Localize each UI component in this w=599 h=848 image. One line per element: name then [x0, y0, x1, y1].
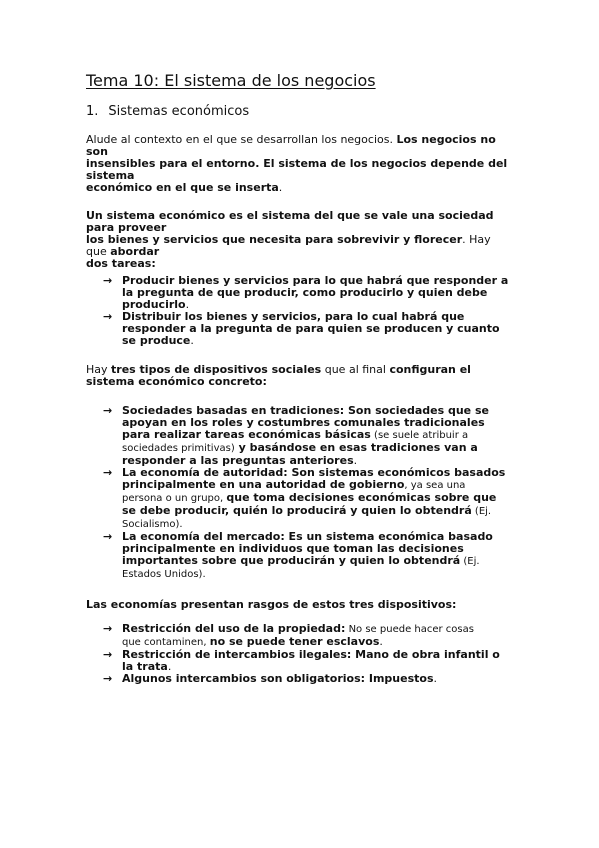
arrow-bullet-icon: → [103, 648, 113, 661]
text-line: son [86, 145, 108, 158]
text-line: insensibles para el entorno. El sistema de los negocios depende del [86, 157, 508, 170]
rasgos-list [103, 623, 533, 685]
text-line: para proveer [86, 221, 167, 234]
text-line: sistema económico concreto: [86, 375, 267, 388]
text-line: para realizar tareas económicas básicas (se suele atribuir a [122, 428, 469, 441]
arrow-bullet-icon: → [103, 530, 113, 543]
arrow-bullet-icon: → [103, 274, 113, 287]
dispositivos-list [103, 405, 533, 581]
text-line: la pregunta de que producir, como producirlo y quien debe [122, 286, 488, 299]
text-line: la trata. [122, 660, 172, 673]
section-number: 1. [86, 104, 99, 119]
text-line: apoyan en los roles y costumbres comunales tradicionales [122, 416, 485, 429]
text-line: Algunos intercambios son obligatorios: Impuestos. [122, 672, 437, 685]
paragraph-rasgos [86, 599, 526, 611]
text-line: responder a la pregunta de para quien se producen y cuanto [122, 322, 500, 335]
text-line: Sociedades basadas en tradiciones: Son sociedades que se [122, 404, 489, 417]
list-item [103, 467, 533, 531]
arrow-bullet-icon: → [103, 622, 113, 635]
arrow-bullet-icon: → [103, 404, 113, 417]
text-line: Alude al contexto en el que se desarrollan los negocios. Los negocios no [86, 133, 496, 146]
list-item [103, 311, 533, 347]
text-line: importantes sobre que producirán y quien lo obtendrá (Ej. [122, 554, 480, 567]
text-line: La economía de autoridad: Son sistemas económicos basados [122, 466, 506, 479]
list-item [103, 405, 533, 467]
text-line: Producir bienes y servicios para lo que habrá que responder a [122, 274, 509, 287]
section-heading [86, 104, 249, 120]
text-line: que contaminen, no se puede tener esclavos. [122, 635, 383, 648]
text-line: se debe producir, quién lo producirá y quien lo obtendrá (Ej. [122, 504, 492, 517]
paragraph-context [86, 134, 526, 194]
text-line: que abordar [86, 245, 160, 258]
task-list [103, 275, 533, 347]
text-line: Un sistema económico es el sistema del que se vale una sociedad [86, 209, 494, 222]
text-line: Hay tres tipos de dispositivos sociales que al final configuran el [86, 363, 471, 376]
section-title: Sistemas económicos [108, 104, 250, 119]
arrow-bullet-icon: → [103, 466, 113, 479]
text-line: principalmente en individuos que toman las decisiones [122, 542, 464, 555]
arrow-bullet-icon: → [103, 310, 113, 323]
text-line: Restricción de intercambios ilegales: Mano de obra infantil o [122, 648, 500, 661]
text-line: dos tareas: [86, 257, 156, 270]
text-line: los bienes y servicios que necesita para sobrevivir y florecer. Hay [86, 233, 491, 246]
text-line: Socialismo). [122, 519, 183, 530]
text-line: Estados Unidos). [122, 569, 206, 580]
paragraph-definition [86, 210, 526, 270]
text-line: sistema [86, 169, 135, 182]
text-line: persona o un grupo, que toma decisiones económicas sobre que [122, 491, 497, 504]
text-line: sociedades primitivas) y basándose en esas tradiciones van a [122, 441, 478, 454]
list-item [103, 531, 533, 581]
text-line: responder a las preguntas anteriores. [122, 454, 358, 467]
list-item [103, 275, 533, 311]
document-title: Tema 10: El sistema de los negocios [86, 71, 376, 90]
text-line: Distribuir los bienes y servicios, para lo cual habrá que [122, 310, 465, 323]
text-line: La economía del mercado: Es un sistema económica basado [122, 530, 493, 543]
text-line: se produce. [122, 334, 194, 347]
list-item [103, 673, 533, 685]
arrow-bullet-icon: → [103, 672, 113, 685]
list-item [103, 623, 533, 649]
text-line: Las economías presentan rasgos de estos tres dispositivos: [86, 598, 457, 611]
text-line: principalmente en una autoridad de gobierno, ya sea una [122, 478, 466, 491]
text-line: producirlo. [122, 298, 190, 311]
paragraph-dispositivos [86, 364, 526, 388]
text-line: económico en el que se inserta. [86, 181, 283, 194]
list-item [103, 649, 533, 673]
text-line: Restricción del uso de la propiedad: No se puede hacer cosas [122, 622, 474, 635]
